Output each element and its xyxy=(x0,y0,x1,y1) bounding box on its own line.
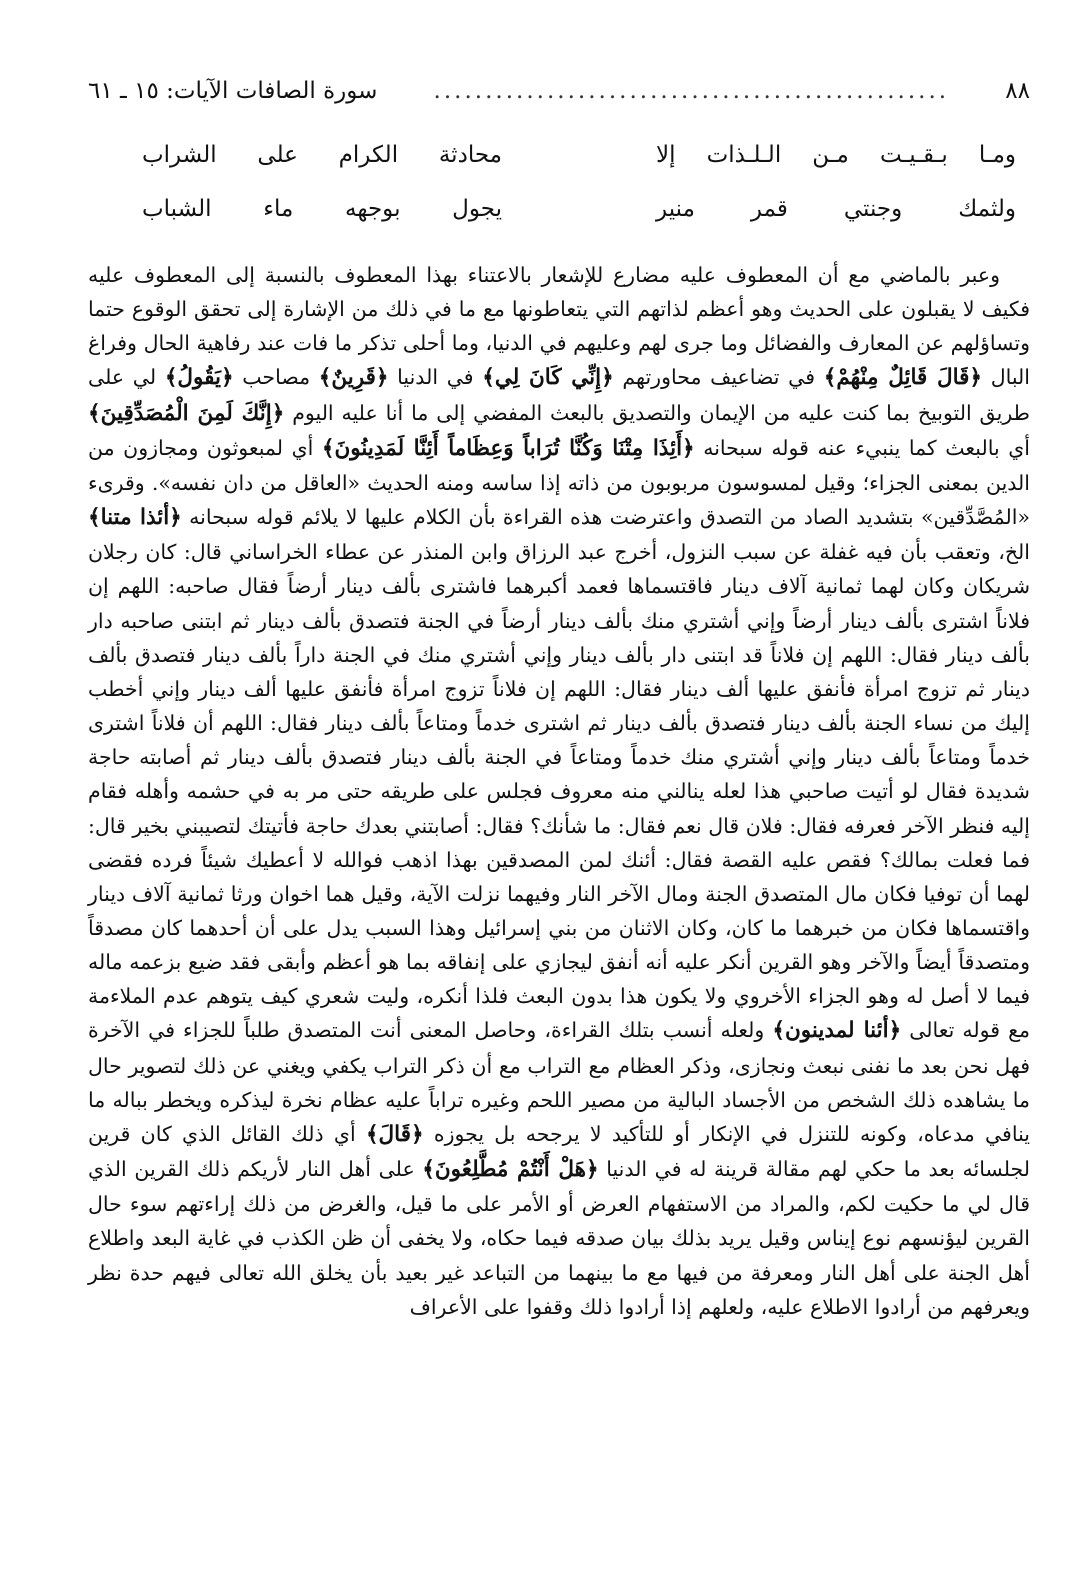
quran-quote: ﴿قَرِينٌ﴾ xyxy=(318,365,389,391)
commentary-text: على أهل النار لأريكم ذلك القرين الذي قال لي ما حكيت لكم، والمراد من الاستفهام العرض أو الأمر على ما قيل، والغرض من ذلك إراءتهم سوء حال القرين ليؤنسهم نوع إيناس وقيل يريد بذلك بيان صدقه فيما حكاه، ولا يخفى أن ظن الكذب في غاية البعد واطلاع أهل الجنة على أهل النار ومعرفة من فيها مع ما بينهما من التباعد غير بعيد بأن يخلق الله تعالى فيهم حدة نظر ويعرفهم من أرادوا الاطلاع عليه، ولعلهم إذا أرادوا ذلك وقفوا على الأعراف xyxy=(88,1157,1030,1319)
commentary-text: الخ، وتعقب بأن فيه غفلة عن سبب النزول، أخرج عبد الرزاق وابن المنذر عن عطاء الخراساني قال: كان رجلان شريكان وكان لهما ثمانية آلاف دينار فاقتسماها فعمد أكبرهما فاشترى بألف دينار أرضاً فقال صاحبه: اللهم إن فلاناً اشترى بألف دينار أرضاً وإني أشتري منك بألف دينار أرضاً في الجنة فتصدق بألف دينار ثم ابتنى صاحبه دار بألف دينار فقال: اللهم إن فلاناً قد ابتنى دار بألف دينار وإني أشتري منك في الجنة داراً بألف دينار فتصدق بألف دينار ثم تزوج امرأة فأنفق عليها ألف دينار فقال: اللهم إن فلاناً تزوج امرأة فأنفق عليها ألف دينار وإني أخطب إليك من نساء الجنة بألف دينار فتصدق بألف دينار ثم اشترى خدماً ومتاعاً بألف دينار فقال: اللهم أن فلاناً اشترى خدماً ومتاعاً بألف دينار وإني أشتري منك خدماً ومتاعاً في الجنة بألف دينار فتصدق بألف دينار ثم أصابته حاجة شديدة فقال لو أتيت صاحبي هذا لعله ينالني منه معروف فجلس على طريقه حتى مر به في حشمه وأهله فقام إليه فنظر الآخر فعرفه فقال: فلان قال نعم فقال: ما شأنك؟ فقال: أصابتني بعدك حاجة فأتيتك لتصيبني بخير قال: فما فعلت بمالك؟ فقص عليه القصة فقال: أئنك لمن المصدقين بهذا اذهب فوالله لا أعطيك شيئاً فرده فقضى لهما أن توفيا فكان مال المتصدق الجنة ومال الآخر النار وفيهما نزلت الآية، وقيل هما اخوان ورثا ثمانية آلاف دينار واقتسماها فكان من خبرهما ما كان، وكان الاثنان من بني إسرائيل وهذا السبب يدل على أن أحدهما كان مصدقاً ومتصدقاً أيضاً والآخر وهو القرين أنكر عليه أنه أنفق ليجازي على إنفاقه بما هو أعظم وأبقى فقد ضيع بزعمه ماله فيما لا أصل له وهو الجزاء الأخروي ولا يكون هذا بدون البعث فلذا أنكره، وليت شعري كيف يتوهم عدم الملاءمة مع قوله تعالى xyxy=(88,540,1030,1043)
page xyxy=(88,70,1030,1570)
poem-verse xyxy=(142,128,1016,182)
quran-quote: ﴿هَلْ أَنْتُمْ مُطَّلِعُونَ﴾ xyxy=(422,1157,599,1183)
verse-second-hemistich: يجول بوجهه ماء الشباب xyxy=(142,196,502,222)
poem-verse xyxy=(142,182,1016,236)
quran-quote: ﴿قَالَ﴾ xyxy=(365,1121,424,1147)
commentary-text: مصاحب xyxy=(242,365,311,390)
commentary-text: ولعله أنسب بتلك القراءة، وحاصل المعنى أنت المتصدق طلباً للجزاء في الآخرة فهل نحن بعد ما نفنى نبعث ونجازى، وذكر العظام مع التراب مع أن ذكر التراب يكفي ويغني عن ذلك لتصوير حال ما يشاهده ذلك الشخص من الأجساد البالية من مصير اللحم وغيره تراباً عليه عظام نخرة ليذكره ويخطر بباله ما ينافي مدعاه، وكونه للتنزل في الإنكار أو للتأكيد لا يرجحه بل يجوزه xyxy=(88,1018,1030,1146)
commentary-text: أي ذلك القائل الذي كان قرين لجلسائه بعد ما حكي لهم مقالة قرينة له في الدنيا xyxy=(88,1121,1030,1182)
commentary-text: وعبر بالماضي مع أن المعطوف عليه مضارع للإشعار بالاعتناء بهذا المعطوف بالنسبة إلى المعطوف عليه فكيف لا يقبلون على الحديث وهو أعظم لذاتهم التي يتعاطونها مع ما في ذلك من الإشارة إلى تحقق الوقوع حتما وتساؤلهم عن المعارف والفضائل وما جرى لهم وعليهم في الدنيا، وما أحلى تذكر ما فات عند رفاهية الحال وفراغ البال xyxy=(88,263,1030,390)
commentary-text: في الدنيا xyxy=(397,365,474,390)
page-header xyxy=(88,70,1030,106)
quran-quote: ﴿أئذا متنا﴾ xyxy=(88,505,182,531)
commentary-body xyxy=(88,258,1030,1324)
verse-first-hemistich: ومـا بـقـيـت مـن الـلـذات إلا xyxy=(656,142,1016,168)
page-number: ٨٨ xyxy=(1005,78,1030,104)
commentary-text: في تضاعيف محاورتهم xyxy=(622,365,816,390)
verse-second-hemistich: محادثة الكرام على الشراب xyxy=(142,142,502,168)
commentary-text: لي على طريق التوبيخ بما كنت عليه من الإيمان والتصديق بالبعث المفضي إلى ما أنا عليه اليوم xyxy=(88,365,1030,425)
poem xyxy=(142,128,1016,236)
commentary-text: أي لمبعوثون ومجازون من الدين بمعنى الجزاء؛ وقيل لمسوسون مربوبون من ذاته إذا ساسه ومنه الحديث «العاقل من دان نفسه». وقرىء «المُصَّدِّقين» بتشديد الصاد من التصدق واعترضت هذه القراءة بأن الكلام عليها لا يلائم قوله سبحانه xyxy=(88,435,1030,530)
header-dot-leader: .................................................. xyxy=(433,78,950,104)
quran-quote: ﴿يَقُولُ﴾ xyxy=(164,365,234,391)
verse-first-hemistich: ولثمك وجنتي قمر منير xyxy=(656,196,1016,222)
quran-quote: ﴿أئنا لمدينون﴾ xyxy=(772,1018,902,1044)
running-title: سورة الصافات الآيات: ١٥ ـ ٦١ xyxy=(88,78,378,104)
quran-quote: ﴿قَالَ قَائِلٌ مِنْهُمْ﴾ xyxy=(823,365,982,391)
quran-quote: ﴿إِنِّي كَانَ لِي﴾ xyxy=(482,365,614,391)
quran-quote: ﴿إِنَّكَ لَمِنَ الْمُصَدِّقِينَ﴾ xyxy=(88,400,285,426)
quran-quote: ﴿أَئِذَا مِتْنَا وَكُنَّا تُرَاباً وَعِظَاماً أَئِنَّا لَمَدِينُونَ﴾ xyxy=(321,435,695,461)
commentary-paragraph xyxy=(88,258,1030,1324)
commentary-text: أي بالبعث كما ينبيء عنه قوله سبحانه xyxy=(703,435,1030,460)
